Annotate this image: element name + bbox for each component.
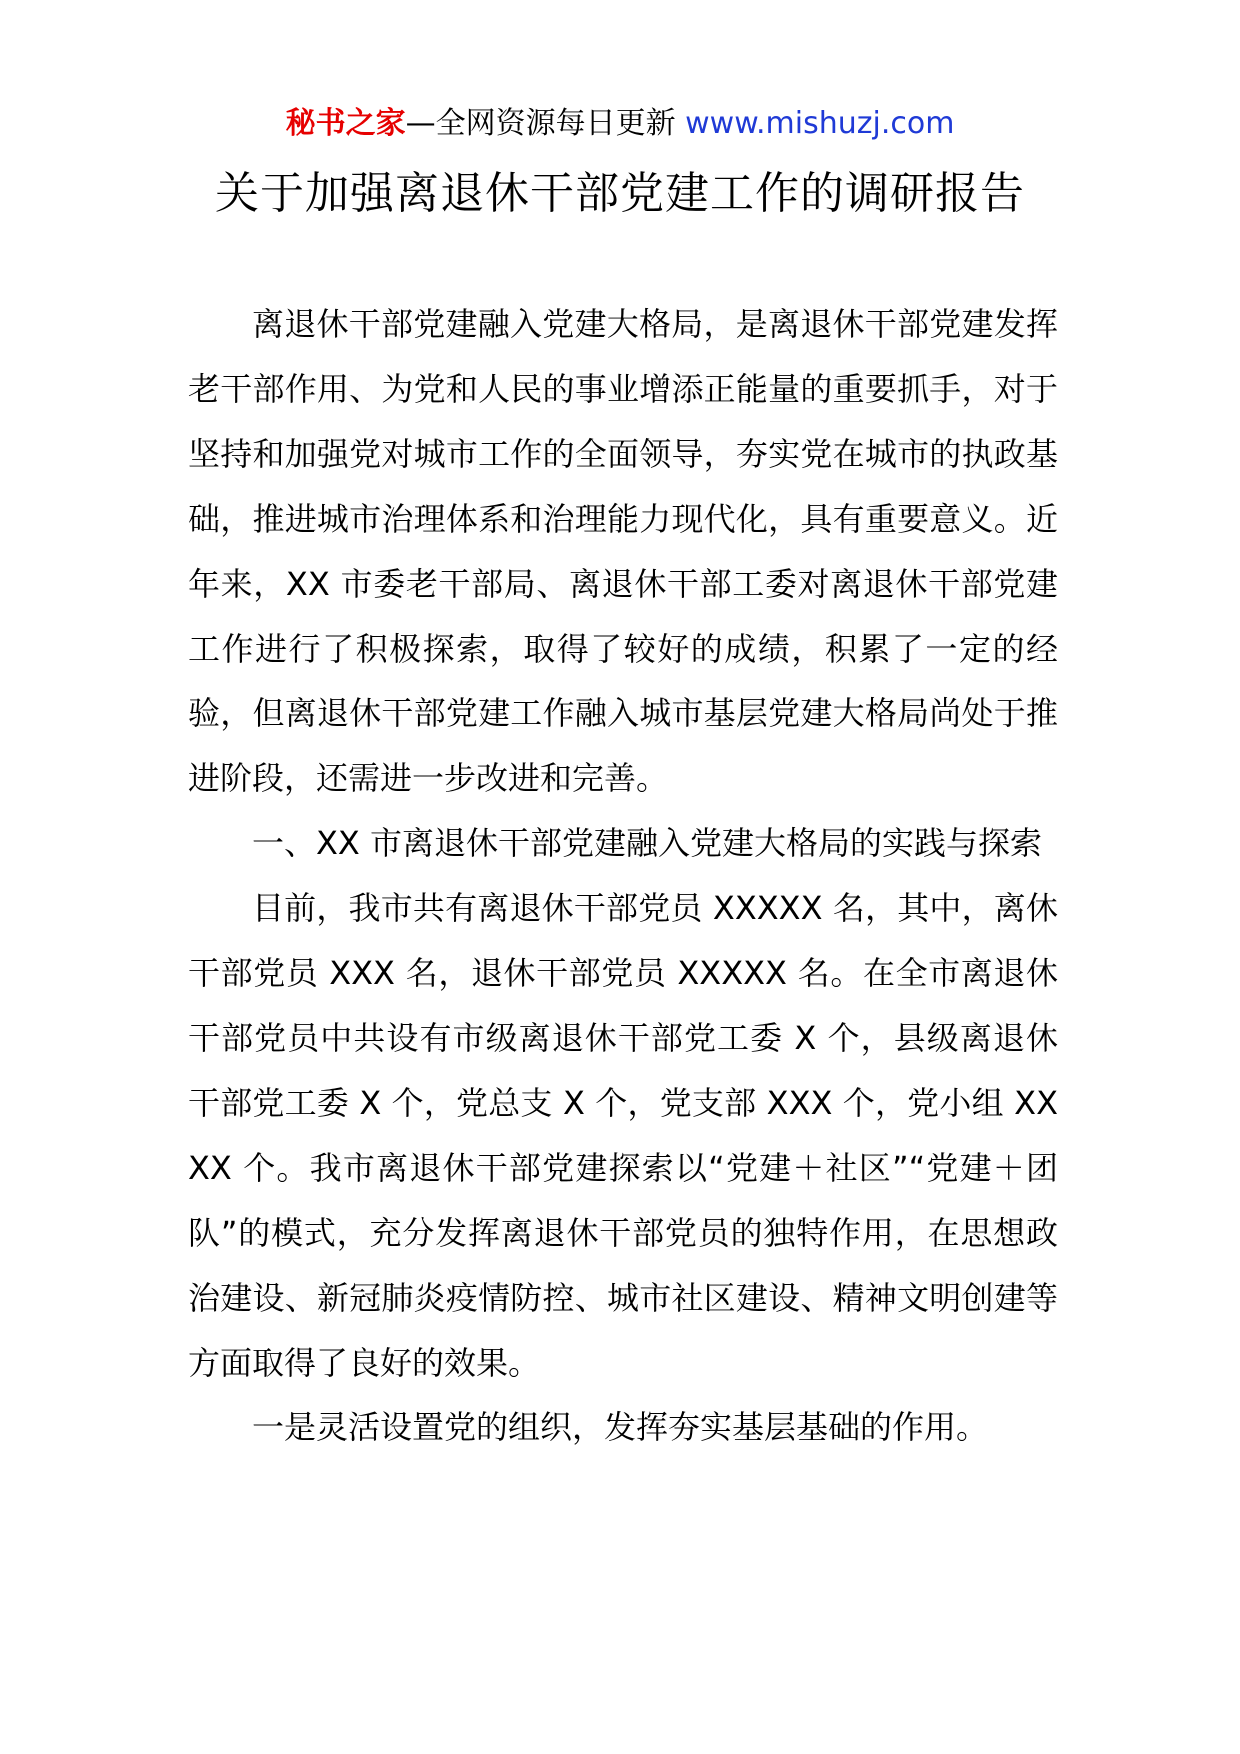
section-heading: 一、XX 市离退休干部党建融入党建大格局的实践与探索 [252, 824, 1043, 863]
header-tagline: —全网资源每日更新 [405, 106, 686, 141]
point-one-paragraph: 一是灵活设置党的组织，发挥夯实基层基础的作用。 [252, 1408, 989, 1447]
site-header [0, 102, 1240, 146]
overview-paragraph: 目前，我市共有离退休干部党员 XXXXX 名，其中，离休干部党员 XXX 名，退休干部党员 XXXXX 名。在全市离退休干部党员中共设有市级离退休干部党工委 X 个，县级离退休干部党工委 X 个，党总支 X 个，党支部 XXX 个，党小组 XXXX 个。我市离退休干部党建探索以“党建＋社区”“党建＋团队”的模式，充分发挥离退休干部党员的独特作用，在思想政治建设、新冠肺炎疫情防控、城市社区建设、精神文明创建等方面取得了良好的效果。 [188, 889, 1058, 1382]
brand-name: 秘书之家 [285, 106, 406, 141]
intro-paragraph: 离退休干部党建融入党建大格局，是离退休干部党建发挥老干部作用、为党和人民的事业增添正能量的重要抓手，对于坚持和加强党对城市工作的全面领导，夯实党在城市的执政基础，推进城市治理体系和治理能力现代化，具有重要意义。近年来，XX 市委老干部局、离退休干部工委对离退休干部党建工作进行了积极探索，取得了较好的成绩，积累了一定的经验，但离退休干部党建工作融入城市基层党建大格局尚处于推进阶段，还需进一步改进和完善。 [188, 305, 1058, 798]
document-body [188, 292, 1058, 1460]
site-url-link[interactable]: www.mishuzj.com [685, 106, 955, 141]
document-title: 关于加强离退休干部党建工作的调研报告 [215, 168, 1025, 219]
